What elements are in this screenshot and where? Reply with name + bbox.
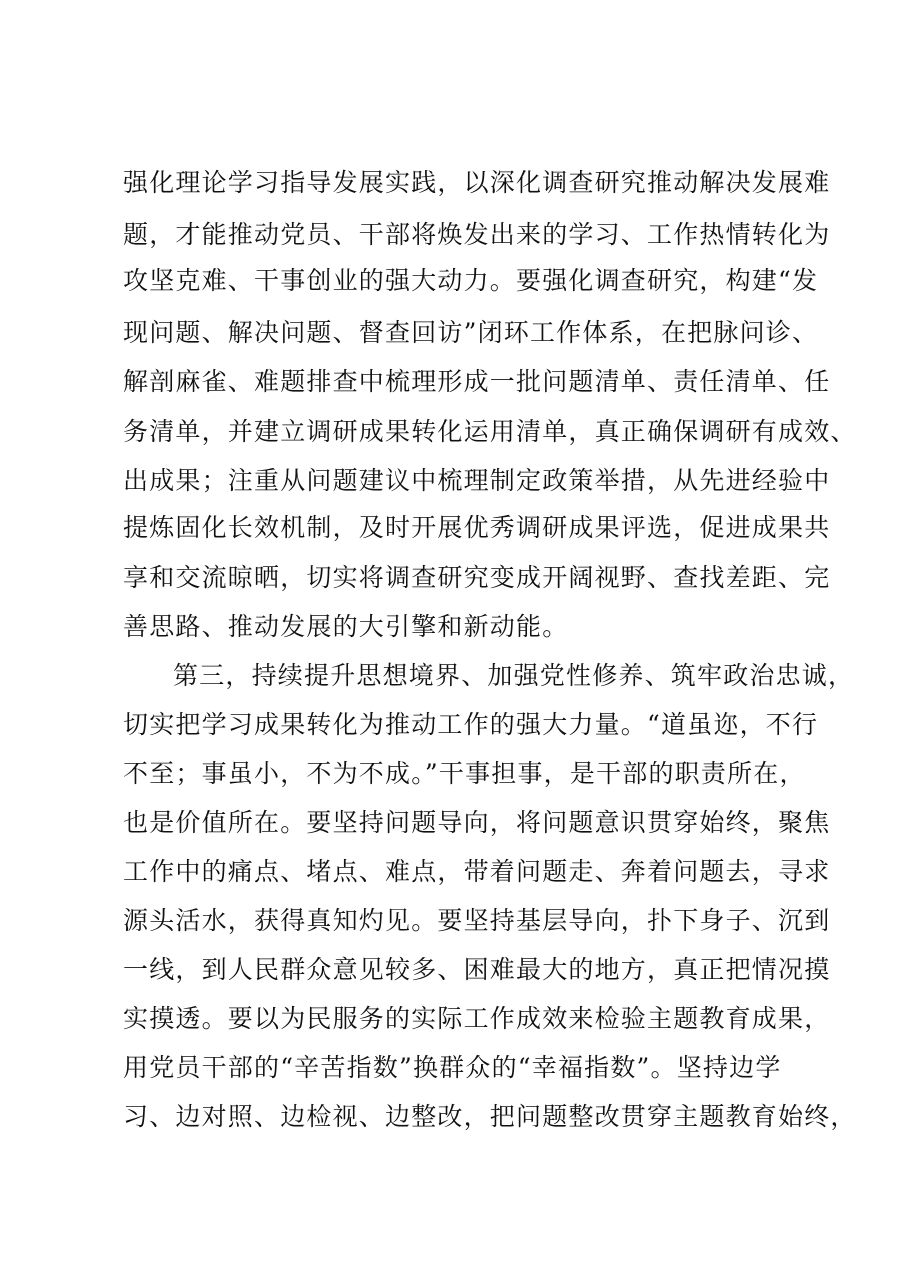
text-line: 实摸透。要以为民服务的实际工作成效来检验主题教育成果， — [123, 1004, 831, 1033]
text-line: 享和交流晾晒，切实将调查研究变成开阔视野、查找差距、完 — [123, 563, 831, 592]
text-line: 现问题、解决问题、督查回访”闭环工作体系，在把脉问诊、 — [123, 318, 819, 347]
text-line: 习、边对照、边检视、边整改，把问题整改贯穿主题教育始终， — [123, 1102, 857, 1131]
text-line: 源头活水，获得真知灼见。要坚持基层导向，扑下身子、沉到 — [123, 906, 831, 935]
text-line: 也是价值所在。要坚持问题导向，将问题意识贯穿始终，聚焦 — [123, 808, 831, 837]
text-line: 不至；事虽小，不为不成。”干事担事，是干部的职责所在， — [123, 759, 806, 788]
text-line: 务清单，并建立调研成果转化运用清单，真正确保调研有成效、 — [123, 417, 857, 446]
text-line: 切实把学习成果转化为推动工作的强大力量。“道虽迩，不行 — [123, 710, 819, 739]
text-line: 题，才能推动党员、干部将焕发出来的学习、工作热情转化为 — [123, 220, 831, 249]
text-line: 一线，到人民群众意见较多、困难最大的地方，真正把情况摸 — [123, 955, 831, 984]
text-line: 出成果；注重从问题建议中梳理制定政策举措，从先进经验中 — [123, 466, 831, 495]
text-line: 提炼固化长效机制，及时开展优秀调研成果评选，促进成果共 — [123, 513, 831, 542]
text-line: 善思路、推动发展的大引擎和新动能。 — [123, 612, 569, 641]
text-line: 用党员干部的“辛苦指数”换群众的“幸福指数”。坚持边学 — [123, 1053, 782, 1082]
text-line: 解剖麻雀、难题排查中梳理形成一批问题清单、责任清单、任 — [123, 367, 831, 396]
text-line: 工作中的痛点、堵点、难点，带着问题走、奔着问题去，寻求 — [123, 857, 831, 886]
paragraph-first-line: 第三，持续提升思想境界、加强党性修养、筑牢政治忠诚， — [173, 661, 855, 690]
text-line: 强化理论学习指导发展实践，以深化调查研究推动解决发展难 — [123, 168, 831, 197]
text-line: 攻坚克难、干事创业的强大动力。要强化调查研究，构建“发 — [123, 266, 819, 295]
